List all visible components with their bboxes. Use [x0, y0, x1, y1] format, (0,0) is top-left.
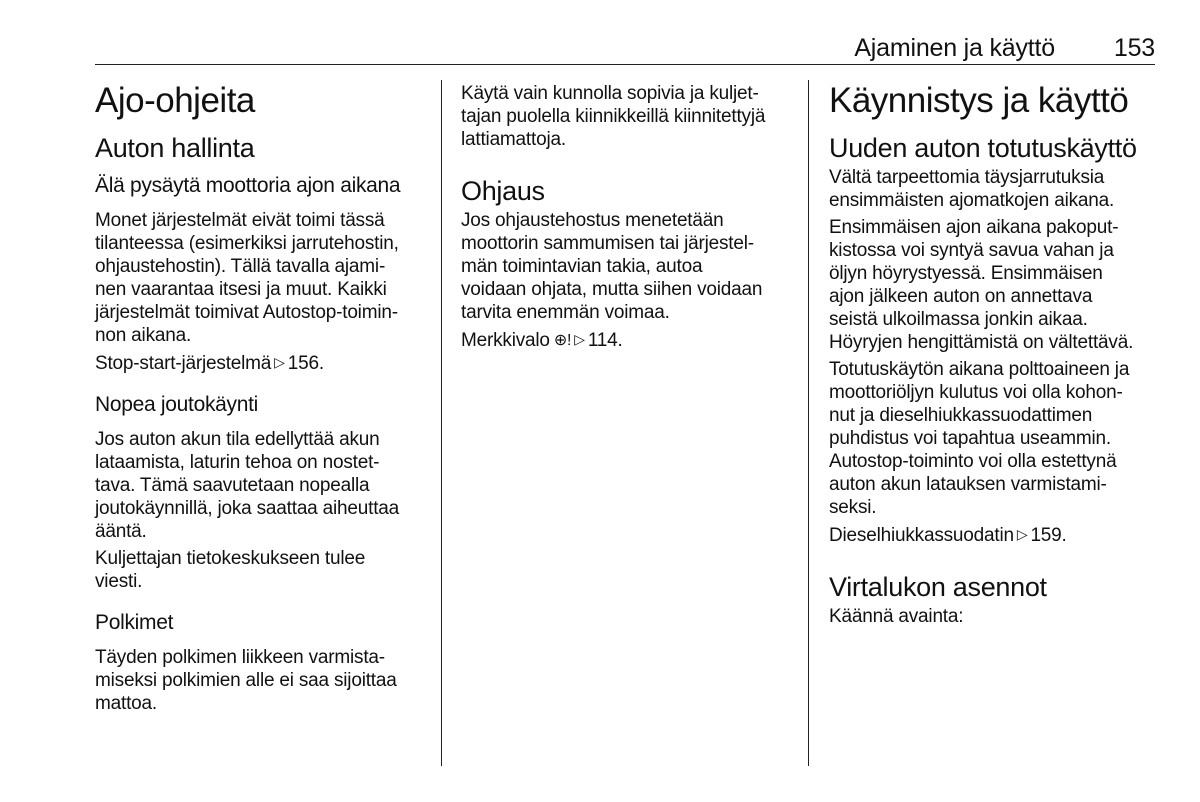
cross-reference-stop-start[interactable]: Stop-start-järjestelmä ▷ 156.: [95, 353, 324, 374]
column-3: [829, 78, 1159, 628]
heading-totutuskaytto: Uuden auton totutuskäyttö: [829, 133, 1137, 163]
paragraph-ohjaus: Jos ohjaustehostus menetetään moottorin sammumisen tai järjestel- män toimintavian takia, autoa voidaan ohjata, mutta siihen voidaan tarvita enemmän voimaa.: [461, 210, 763, 323]
section-title-ajo-ohjeita: Ajo-ohjeita: [95, 81, 255, 120]
cross-reference-merkkivalo[interactable]: Merkkivalo ⊕! ▷ 114.: [461, 330, 623, 351]
column-2: [461, 78, 796, 352]
cross-reference-arrow-icon: ▷: [274, 354, 285, 370]
steering-warning-lamp-icon: ⊕!: [553, 332, 572, 349]
heading-auton-hallinta: Auton hallinta: [95, 133, 255, 163]
cross-reference-arrow-icon: ▷: [1016, 526, 1028, 542]
cross-reference-dieselhiukkassuodatin[interactable]: Dieselhiukkassuodatin ▷ 159.: [829, 525, 1067, 546]
page-number: 153: [1113, 34, 1155, 62]
header-rule: [95, 64, 1155, 65]
heading-ala-pysayta: Älä pysäytä moottoria ajon aikana: [95, 174, 401, 197]
paragraph-kaanna-avainta: Käännä avainta:: [829, 606, 964, 627]
column-divider-2: [808, 80, 809, 766]
heading-nopea-joutokaynti: Nopea joutokäynti: [95, 393, 259, 416]
paragraph-lattiamatot: Käytä vain kunnolla sopivia ja kuljet- tajan puolella kiinnikkeillä kiinnitettyjä lattiamattoja.: [461, 83, 766, 150]
heading-polkimet: Polkimet: [95, 611, 174, 634]
heading-virtalukon-asennot: Virtalukon asennot: [829, 572, 1047, 602]
paragraph-totutus-3: Totutuskäytön aikana polttoaineen ja moottoriöljyn kulutus voi olla kohon- nut ja dieselhiukkassuodattimen puhdistus voi tapahtua useammin. Autostop-toiminto voi olla estettynä auton akun latauksen varmistami- seksi.: [829, 359, 1130, 518]
paragraph-totutus-1: Vältä tarpeettomia täysjarrutuksia ensimmäisten ajomatkojen aikana.: [829, 167, 1115, 211]
paragraph-ala-pysayta: Monet järjestelmät eivät toimi tässä tilanteessa (esimerkiksi jarrutehostin, ohjaustehostin). Tällä tavalla ajami- nen vaarantaa itsesi ja muut. Kaikki järjestelmät toimivat Autostop-toimin- non aikana.: [95, 210, 399, 346]
heading-ohjaus: Ohjaus: [461, 176, 545, 206]
column-1: [95, 78, 430, 715]
paragraph-nopea-joutokaynti: Jos auton akun tila edellyttää akun lataamista, laturin tehoa on nostet- tava. Tämä saavutetaan nopealla joutokäynnillä, joka saattaa aiheuttaa ääntä.: [95, 429, 400, 542]
page-header: [95, 30, 1155, 62]
paragraph-totutus-2: Ensimmäisen ajon aikana pakoput- kistossa voi syntyä savua vahan ja öljyn höyrystyessä. Ensimmäisen ajon jälkeen auton on annettava seistä ulkoilmassa jonkin aikaa. Höyryjen hengittämistä on vältettävä.: [829, 217, 1134, 353]
cross-reference-arrow-icon: ▷: [574, 331, 585, 347]
paragraph-polkimet: Täyden polkimen liikkeen varmista- miseksi polkimien alle ei saa sijoittaa mattoa.: [95, 647, 397, 714]
column-divider-1: [441, 80, 442, 766]
paragraph-tietokeskus: Kuljettajan tietokeskukseen tulee viesti.: [95, 548, 366, 592]
section-title-kaynnistys: Käynnistys ja käyttö: [829, 81, 1129, 120]
chapter-title: Ajaminen ja käyttö: [854, 34, 1055, 62]
